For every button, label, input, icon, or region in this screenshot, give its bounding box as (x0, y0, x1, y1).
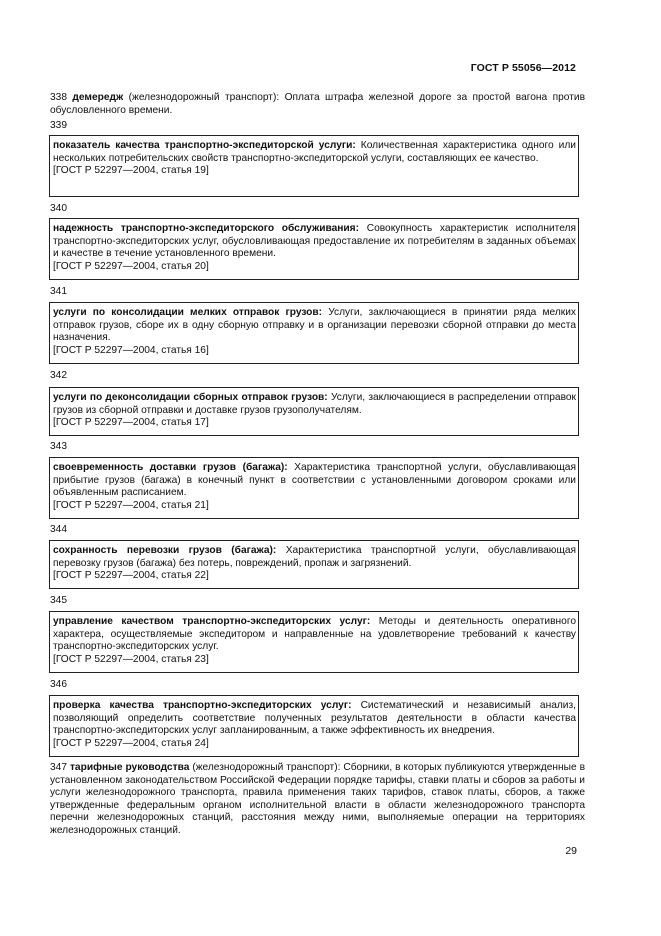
entry-definition: Количественная характеристика одного или нескольких потребительских свойств транспортно-экспедиторской услуги, составляющих ее качество. (53, 140, 576, 164)
entry-number-346: 346 (50, 679, 67, 690)
entry-number: 347 (50, 762, 67, 773)
entry-345-box (49, 611, 579, 673)
entry-number: 338 (50, 92, 67, 103)
entry-definition: Методы и деятельность оперативного характера, осуществляемые экспедитором и направленные на удовлетворение требований к качеству транспортно-экспедиторских услуг. (53, 616, 576, 653)
entry-definition: Систематический и независимый анализ, позволяющий определить соответствие полученных результатов деятельности в области качества транспортно-экспедиторских услуг запланированным, а также эффективность их внедрения. (53, 700, 576, 737)
entry-term: сохранность перевозки грузов (багажа): (53, 545, 277, 556)
entry-term: своевременность доставки грузов (багажа): (53, 462, 288, 473)
entry-number-342: 342 (50, 370, 67, 381)
entry-definition: Услуги, заключающиеся в принятии ряда мелких отправок грузов, сборе их в одну сборную отправку и в организации перевозки сборной отправки до места назначения. (53, 307, 576, 344)
entry-339-box (49, 135, 579, 197)
entry-number-343: 343 (50, 441, 67, 452)
entry-source: [ГОСТ Р 52297—2004, статья 16] (53, 344, 209, 356)
entry-346-box (49, 695, 579, 757)
entry-term: показатель качества транспортно-экспедиторской услуги: (53, 140, 356, 151)
entry-term: управление качеством транспортно-экспедиторских услуг: (53, 616, 371, 627)
entry-number-340: 340 (50, 203, 67, 214)
entry-number-344: 344 (50, 524, 67, 535)
page-number: 29 (565, 845, 577, 857)
entry-definition: Характеристика транспортной услуги, обуславливающая прибытие грузов (багажа) в конечный пункт в соответствии с установленными договором сроками или объявленным расписанием. (53, 462, 576, 499)
entry-347 (50, 762, 585, 838)
entry-number-345: 345 (50, 595, 67, 606)
entry-definition: Услуги, заключающиеся в распределении отправок грузов из сборной отправки и доставке грузов грузополучателям. (53, 392, 576, 416)
entry-source: [ГОСТ Р 52297—2004, статья 17] (53, 417, 209, 429)
entry-source: [ГОСТ Р 52297—2004, статья 22] (53, 570, 209, 582)
entry-number-341: 341 (50, 286, 67, 297)
entry-source: [ГОСТ Р 52297—2004, статья 19] (53, 165, 209, 177)
entry-source: [ГОСТ Р 52297—2004, статья 23] (53, 653, 209, 665)
entry-342-box (49, 387, 579, 436)
entry-term: тарифные руководства (69, 762, 190, 773)
entry-definition: Совокупность характеристик исполнителя транспортно-экспедиторских услуг, обусловливающая предоставление их потребителям в заданных объемах и качестве в течение установленного времени. (53, 223, 576, 260)
entry-definition: (железнодорожный транспорт): Оплата штрафа железной дороге за простой вагона против обусловленного времени. (50, 92, 585, 116)
entry-number-339: 339 (50, 120, 67, 131)
entry-term: демередж (72, 92, 124, 103)
entry-definition: Характеристика транспортной услуги, обуславливающая перевозку грузов (багажа) без потерь, повреждений, пропаж и загрязнений. (53, 545, 577, 569)
entry-source: [ГОСТ Р 52297—2004, статья 21] (53, 499, 209, 511)
entry-341-box (49, 302, 579, 364)
entry-343-box (49, 457, 579, 519)
entry-term: надежность транспортно-экспедиторского обслуживания: (53, 223, 360, 234)
entry-344-box (49, 540, 579, 589)
entry-definition: (железнодорожный транспорт): Сборники, в которых публикуются утвержденные в установленном законодательством Российской Федерации порядке тарифы, ставки платы и сборов за работы и услуги железнодорожного транспорта, правила применения таких тарифов, ставок платы, сборов, а также утвержденные федеральным органом исполнительной власти в области железнодорожного транспорта перечни железнодорожных станций, расстояния между ними, выполняемые операции на территориях железнодорожных станций. (50, 762, 585, 836)
standard-header: ГОСТ Р 55056—2012 (470, 62, 576, 74)
entry-source: [ГОСТ Р 52297—2004, статья 20] (53, 260, 209, 272)
entry-338 (50, 92, 585, 117)
entry-340-box (49, 218, 579, 280)
entry-term: проверка качества транспортно-экспедиторских услуг: (53, 700, 352, 711)
entry-term: услуги по консолидации мелких отправок грузов: (53, 307, 323, 318)
entry-source: [ГОСТ Р 52297—2004, статья 24] (53, 737, 209, 749)
entry-term: услуги по деконсолидации сборных отправок грузов: (53, 392, 328, 403)
